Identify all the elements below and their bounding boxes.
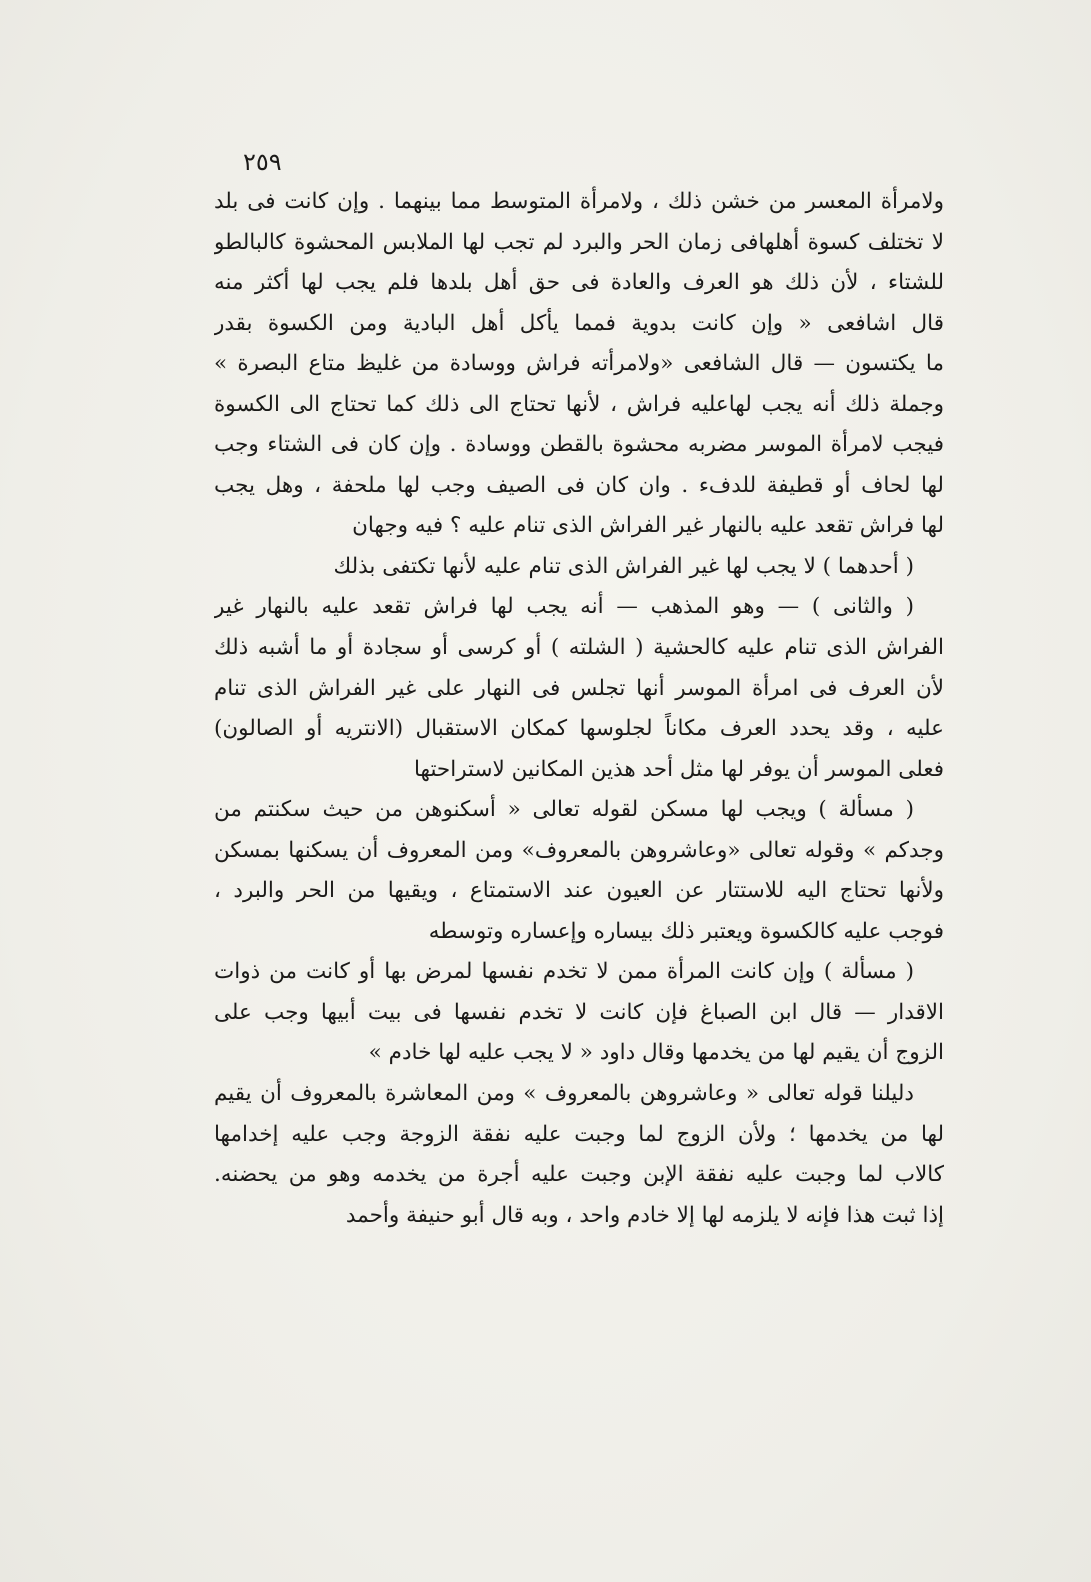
text-line: لها لحاف أو قطيفة للدفء . وان كان فى الصيف وجب لها ملحفة ، وهل يجب — [214, 472, 944, 498]
text-line: ( والثانى ) — وهو المذهب — أنه يجب لها فراش تقعد عليه بالنهار غير — [214, 594, 914, 620]
text-line: عليه ، وقد يحدد العرف مكاناً لجلوسها كمكان الاستقبال (الانتريه أو الصالون) — [214, 716, 944, 742]
text-line: ( مسألة ) ويجب لها مسكن لقوله تعالى « أسكنوهن من حيث سكنتم من — [214, 797, 914, 823]
text-line: ما يكتسون — قال الشافعى «ولامرأته فراش ووسادة من غليظ متاع البصرة » — [214, 351, 944, 377]
text-line: فعلى الموسر أن يوفر لها مثل أحد هذين المكانين لاستراحتها — [413, 756, 944, 782]
text-line: للشتاء ، لأن ذلك هو العرف والعادة فى حق أهل بلدها فلم يجب لها أكثر منه — [214, 270, 944, 296]
text-line: لا تختلف كسوة أهلهافى زمان الحر والبرد لم تجب لها الملابس المحشوة كالبالطو — [214, 229, 944, 255]
text-line: لها من يخدمها ؛ ولأن الزوج لما وجبت عليه نفقة الزوجة وجب عليه إخدامها — [214, 1121, 944, 1147]
text-line: ولامرأة المعسر من خشن ذلك ، ولامرأة المتوسط مما بينهما . وإن كانت فى بلد — [214, 189, 944, 214]
text-line: فيجب لامرأة الموسر مضربه محشوة بالقطن ووسادة . وإن كان فى الشتاء وجب — [214, 432, 944, 458]
text-line: قال اشافعى « وإن كانت بدوية فمما يأكل أهل البادية ومن الكسوة بقدر — [214, 310, 944, 336]
text-line: دليلنا قوله تعالى « وعاشروهن بالمعروف » ومن المعاشرة بالمعروف أن يقيم — [214, 1081, 914, 1107]
text-line: إذا ثبت هذا فإنه لا يلزمه لها إلا خادم واحد ، وبه قال أبو حنيفة وأحمد — [345, 1202, 944, 1228]
text-line: ولأنها تحتاج اليه للاستتار عن العيون عند الاستمتاع ، ويقيها من الحر والبرد ، — [214, 878, 944, 904]
text-line: الاقدار — قال ابن الصباغ فإن كانت لا تخدم نفسها فى بيت أبيها وجب على — [214, 999, 944, 1025]
text-line: وجملة ذلك أنه يجب لهاعليه فراش ، لأنها تحتاج الى ذلك كما تحتاج الى الكسوة — [214, 391, 944, 417]
text-line: ( مسألة ) وإن كانت المرأة ممن لا تخدم نفسها لمرض بها أو كانت من ذوات — [214, 959, 914, 985]
text-line: الفراش الذى تنام عليه كالحشية ( الشلته ) أو كرسى أو سجادة أو ما أشبه ذلك — [214, 635, 944, 661]
text-line: لها فراش تقعد عليه بالنهار غير الفراش الذى تنام عليه ؟ فيه وجهان — [352, 513, 944, 539]
text-line: وجدكم » وقوله تعالى «وعاشروهن بالمعروف» ومن المعروف أن يسكنها بمسكن — [214, 837, 944, 863]
text-line: الزوج أن يقيم لها من يخدمها وقال داود « لا يجب عليه لها خادم » — [368, 1040, 944, 1066]
body-text — [214, 182, 944, 1236]
text-line: ( أحدهما ) لا يجب لها غير الفراش الذى تنام عليه لأنها تكتفى بذلك — [333, 553, 914, 579]
text-line: فوجب عليه كالكسوة ويعتبر ذلك بيساره وإعساره وتوسطه — [428, 918, 944, 944]
text-line: لأن العرف فى امرأة الموسر أنها تجلس فى النهار على غير الفراش الذى تنام — [214, 675, 944, 701]
text-line: كالاب لما وجبت عليه نفقة الإبن وجبت عليه أجرة من يخدمه وهو من يحضنه. — [214, 1162, 944, 1188]
page-number: ٢٥٩ — [243, 148, 282, 176]
